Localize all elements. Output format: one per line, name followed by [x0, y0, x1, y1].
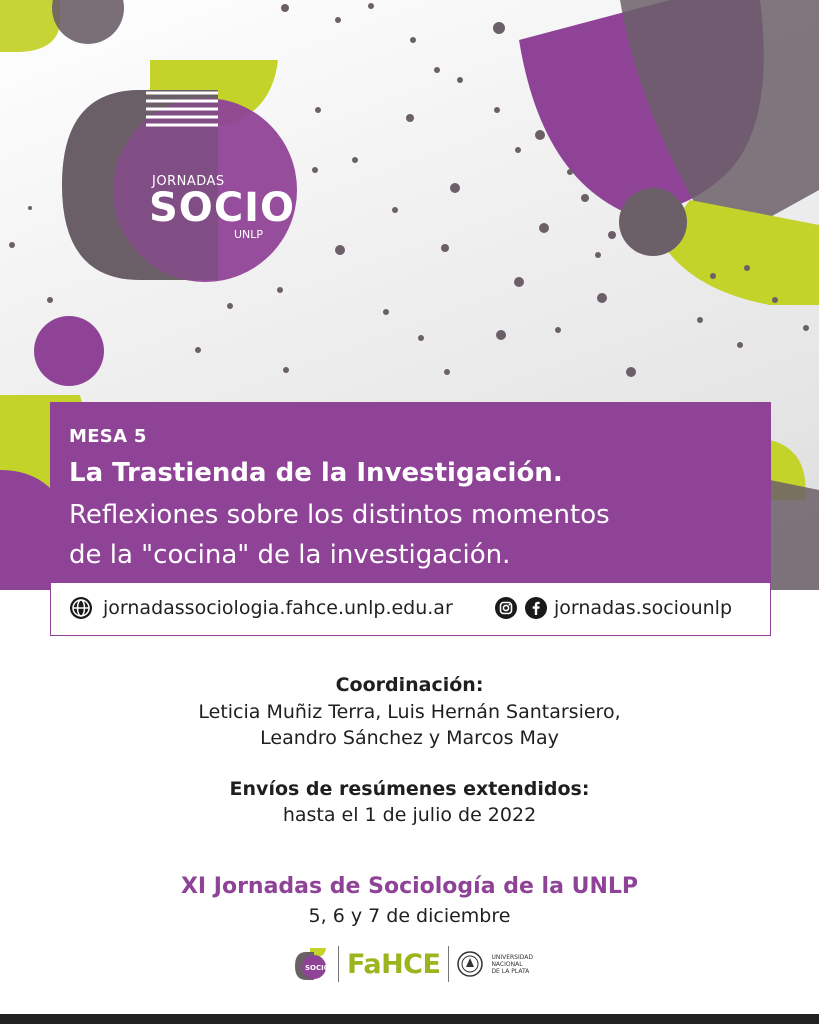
unlp-line2: NACIONAL: [491, 960, 523, 968]
event-dates: 5, 6 y 7 de diciembre: [308, 905, 511, 927]
mesa-subtitle-line2: de la "cocina" de la investigación.: [69, 540, 511, 570]
mesa-title: La Trastienda de la Investigación.: [69, 458, 563, 488]
small-logo-text: SOCIO: [305, 964, 330, 972]
fahce-logo: FaHCE: [347, 948, 441, 980]
unlp-seal-icon: [457, 949, 483, 979]
logo-unlp-text: UNLP: [234, 228, 264, 241]
submissions-heading: Envíos de resúmenes extendidos:: [229, 778, 590, 800]
socio-small-logo: [292, 946, 330, 982]
coordination-names-line1: Leticia Muñiz Terra, Luis Hernán Santarsiero,: [198, 701, 621, 723]
mesa-banner: [50, 402, 771, 583]
website-link[interactable]: [69, 596, 453, 620]
instagram-icon: [494, 596, 518, 620]
social-link[interactable]: [494, 596, 732, 620]
footer-divider: [448, 946, 449, 982]
event-name: XI Jornadas de Sociología de la UNLP: [180, 874, 639, 899]
website-url: jornadassociologia.fahce.unlp.edu.ar: [103, 597, 453, 619]
facebook-icon: [524, 596, 548, 620]
logo-socio-text: SOCIO: [149, 185, 296, 231]
social-handle: jornadas.sociounlp: [554, 597, 733, 619]
unlp-line1: UNIVERSIDAD: [491, 953, 533, 961]
mesa-subtitle-line1: Reflexiones sobre los distintos momentos: [69, 500, 610, 530]
submissions-deadline: hasta el 1 de julio de 2022: [282, 804, 537, 826]
mesa-label: MESA 5: [69, 426, 147, 447]
coordination-names-line2: Leandro Sánchez y Marcos May: [260, 727, 559, 749]
unlp-text: [491, 954, 533, 975]
footer-divider: [338, 946, 339, 982]
bottom-bar: [0, 1014, 819, 1024]
links-bar: [50, 583, 771, 636]
unlp-line3: DE LA PLATA: [491, 967, 530, 975]
logo-jornadas-text: JORNADAS: [152, 174, 225, 189]
coordination-heading: Coordinación:: [335, 674, 484, 696]
globe-icon: [69, 596, 93, 620]
footer-logos: [292, 944, 533, 984]
